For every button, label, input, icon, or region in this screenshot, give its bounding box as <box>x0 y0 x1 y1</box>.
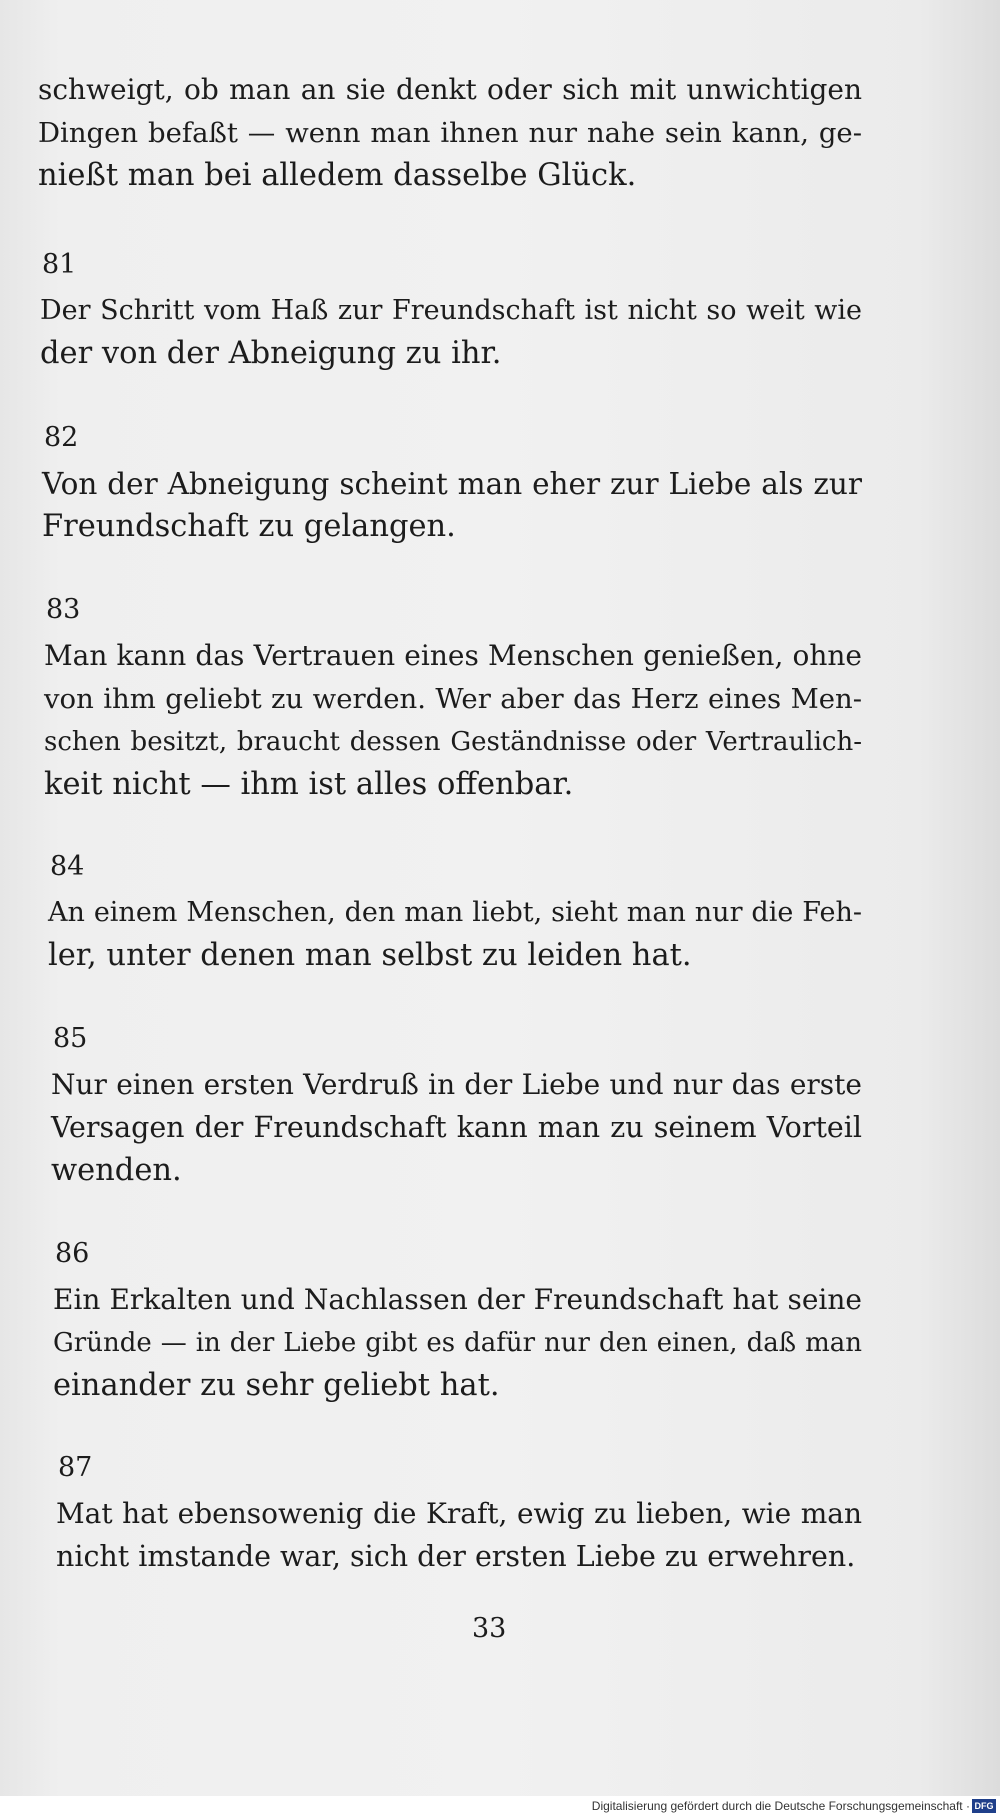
text-line: wenden. <box>51 1153 182 1188</box>
text-line: Versagen der Freundschaft kann man zu seinem Vorteil <box>51 1111 862 1144</box>
text-line: An einem Menschen, den man liebt, sieht man nur die Feh- <box>48 897 862 928</box>
text-line: schweigt, ob man an sie denkt oder sich mit unwichtigen <box>38 73 862 106</box>
text-line: schen besitzt, braucht dessen Geständnisse oder Vertraulich- <box>44 727 862 757</box>
text-line: Mat hat ebensowenig die Kraft, ewig zu lieben, wie man <box>56 1497 862 1530</box>
digitization-footer <box>0 1796 1000 1818</box>
aphorism-number: 81 <box>42 249 77 280</box>
footer-separator: · <box>966 1799 970 1813</box>
footer-credit <box>592 1798 970 1814</box>
page-number: 33 <box>472 1613 507 1644</box>
text-line: ler, unter denen man selbst zu leiden hat. <box>48 938 692 973</box>
footer-credit-text: Digitalisierung gefördert durch die Deutsche Forschungsgemeinschaft <box>591 1799 963 1813</box>
text-line: nicht imstande war, sich der ersten Liebe zu erwehren. <box>56 1540 856 1573</box>
text-line: der von der Abneigung zu ihr. <box>40 336 502 371</box>
text-line: Man kann das Vertrauen eines Menschen genießen, ohne <box>44 639 862 672</box>
aphorism-number: 83 <box>46 594 81 625</box>
text-line: einander zu sehr geliebt hat. <box>53 1368 500 1403</box>
aphorism-number: 84 <box>50 851 85 882</box>
text-line: von ihm geliebt zu werden. Wer aber das Herz eines Men- <box>44 683 862 715</box>
text-line: Ein Erkalten und Nachlassen der Freundschaft hat seine <box>53 1283 862 1316</box>
aphorism-number: 85 <box>53 1023 88 1054</box>
text-line: Von der Abneigung scheint man eher zur Liebe als zur <box>42 467 862 501</box>
aphorism-number: 82 <box>44 422 79 453</box>
aphorism-number: 86 <box>55 1238 90 1269</box>
dfg-logo: DFG <box>972 1799 996 1813</box>
text-line: Dingen befaßt — wenn man ihnen nur nahe sein kann, ge- <box>38 117 862 149</box>
text-line: Gründe — in der Liebe gibt es dafür nur den einen, daß man <box>53 1328 862 1358</box>
text-line: keit nicht — ihm ist alles offenbar. <box>44 767 574 802</box>
text-line: Nur einen ersten Verdruß in der Liebe und nur das erste <box>51 1068 862 1101</box>
text-line: Der Schritt vom Haß zur Freundschaft ist nicht so weit wie <box>40 295 862 326</box>
text-line: Freundschaft zu gelangen. <box>42 509 456 544</box>
aphorism-number: 87 <box>58 1452 93 1483</box>
text-line: nießt man bei alledem dasselbe Glück. <box>38 158 637 193</box>
